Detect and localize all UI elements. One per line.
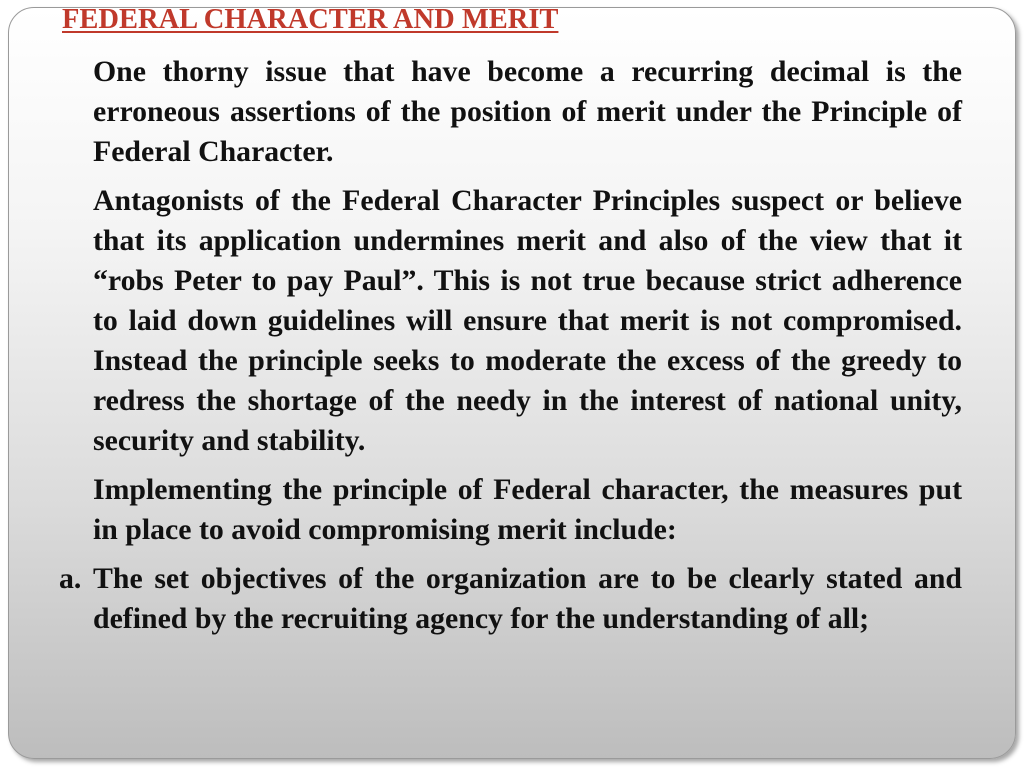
- slide-body: [59, 52, 962, 639]
- list-item-a: [59, 559, 962, 639]
- slide-title: FEDERAL CHARACTER AND MERIT: [62, 4, 559, 35]
- paragraph-1: One thorny issue that have become a recurring decimal is the erroneous assertions of the position of merit under the Principle of Federal Character.: [93, 55, 962, 168]
- list-item-text: The set objectives of the organization are to be clearly stated and defined by the recruiting agency for the understanding of all;: [93, 562, 962, 635]
- paragraph-2: Antagonists of the Federal Character Principles suspect or believe that its application undermines merit and also of the view that it “robs Peter to pay Paul”. This is not true because strict adherence to laid down guidelines will ensure that merit is not compromised. Instead the principle seeks to moderate the excess of the greedy to redress the shortage of the needy in the interest of national unity, security and stability.: [93, 184, 962, 457]
- list-marker: a.: [59, 562, 82, 595]
- paragraph-3: Implementing the principle of Federal character, the measures put in place to avoid compromising merit include:: [93, 473, 962, 546]
